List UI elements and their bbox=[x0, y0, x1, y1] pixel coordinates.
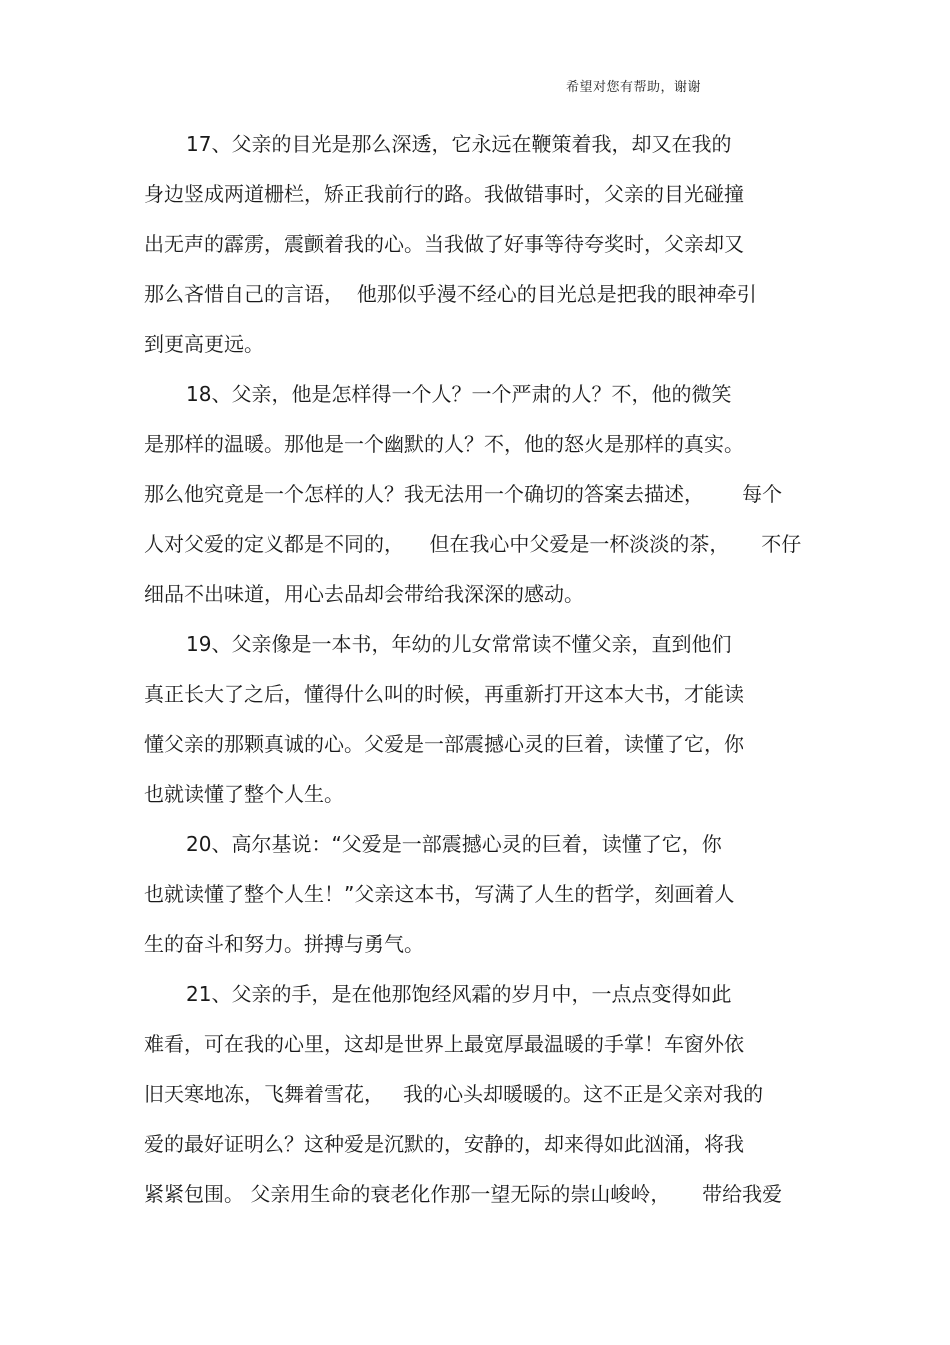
paragraph-17-line-3: 出无声的霹雳，震颤着我的心。当我做了好事等待夸奖时，父亲却又 bbox=[144, 232, 744, 256]
paragraph-17-line-5: 到更高更远。 bbox=[144, 332, 264, 356]
paragraph-21-line-5: 紧紧包围。 父亲用生命的衰老化作那一望无际的崇山峻岭， 带给我爱 bbox=[144, 1182, 783, 1206]
paragraph-18-line-2: 是那样的温暖。那他是一个幽默的人？不，他的怒火是那样的真实。 bbox=[144, 432, 744, 456]
paragraph-18-line-5: 细品不出味道，用心去品却会带给我深深的感动。 bbox=[144, 582, 584, 606]
paragraph-19-line-4: 也就读懂了整个人生。 bbox=[144, 782, 344, 806]
paragraph-21-line-4: 爱的最好证明么？这种爱是沉默的，安静的，却来得如此汹涌，将我 bbox=[144, 1132, 744, 1156]
paragraph-18-line-4: 人对父爱的定义都是不同的， 但在我心中父爱是一杯淡淡的茶， 不仔 bbox=[144, 532, 802, 556]
paragraph-19-line-3: 懂父亲的那颗真诚的心。父爱是一部震撼心灵的巨着，读懂了它，你 bbox=[144, 732, 744, 756]
paragraph-21-line-3: 旧天寒地冻，飞舞着雪花， 我的心头却暖暖的。这不正是父亲对我的 bbox=[144, 1082, 764, 1106]
paragraph-17-line-1: 17、父亲的目光是那么深透，它永远在鞭策着我，却又在我的 bbox=[186, 132, 732, 156]
paragraph-17-line-2: 身边竖成两道栅栏，矫正我前行的路。我做错事时，父亲的目光碰撞 bbox=[144, 182, 744, 206]
paragraph-19-line-1: 19、父亲像是一本书，年幼的儿女常常读不懂父亲，直到他们 bbox=[186, 632, 732, 656]
paragraph-17-line-4: 那么吝惜自己的言语， 他那似乎漫不经心的目光总是把我的眼神牵引 bbox=[144, 282, 757, 306]
paragraph-19-line-2: 真正长大了之后，懂得什么叫的时候，再重新打开这本大书，才能读 bbox=[144, 682, 744, 706]
paragraph-20-line-3: 生的奋斗和努力。拼搏与勇气。 bbox=[144, 932, 424, 956]
paragraph-18-line-3: 那么他究竟是一个怎样的人？我无法用一个确切的答案去描述， 每个 bbox=[144, 482, 783, 506]
paragraph-20-line-2: 也就读懂了整个人生！”父亲这本书，写满了人生的哲学，刻画着人 bbox=[144, 882, 735, 906]
paragraph-21-line-2: 难看，可在我的心里，这却是世界上最宽厚最温暖的手掌！车窗外依 bbox=[144, 1032, 744, 1056]
paragraph-20-line-1: 20、高尔基说：“父爱是一部震撼心灵的巨着，读懂了它，你 bbox=[186, 832, 722, 856]
paragraph-18-line-1: 18、父亲，他是怎样得一个人？一个严肃的人？不，他的微笑 bbox=[186, 382, 732, 406]
page-header-note: 希望对您有帮助，谢谢 bbox=[566, 80, 702, 95]
paragraph-21-line-1: 21、父亲的手，是在他那饱经风霜的岁月中，一点点变得如此 bbox=[186, 982, 732, 1006]
